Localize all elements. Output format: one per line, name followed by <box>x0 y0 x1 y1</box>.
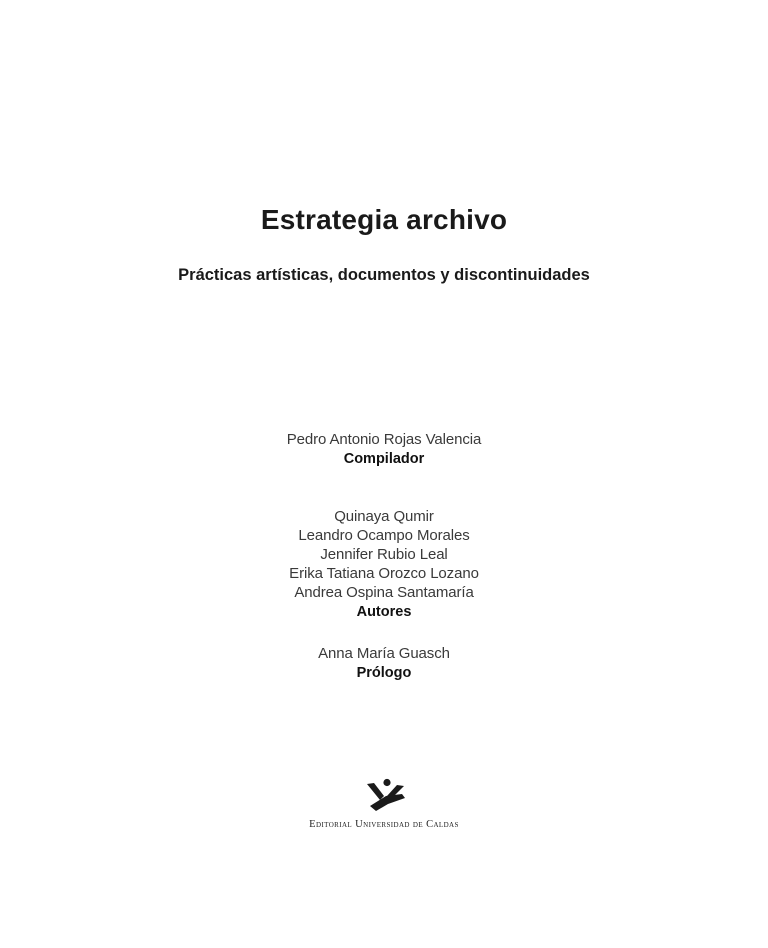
compiler-name: Pedro Antonio Rojas Valencia <box>286 431 482 448</box>
compiler-role: Compilador <box>343 451 425 467</box>
author-name: Erika Tatiana Orozco Lozano <box>289 565 479 582</box>
prologue-role: Prólogo <box>356 665 412 681</box>
author-name: Jennifer Rubio Leal <box>320 546 448 563</box>
book-title: Estrategia archivo <box>260 204 508 235</box>
publisher-name: Editorial Universidad de Caldas <box>309 819 459 830</box>
authors-section <box>0 507 768 622</box>
publisher-logo-icon <box>364 778 408 814</box>
prologue-author-name: Anna María Guasch <box>318 645 450 662</box>
compiler-section <box>0 430 768 469</box>
author-name: Quinaya Qumir <box>334 508 434 525</box>
author-name: Leandro Ocampo Morales <box>298 527 470 544</box>
authors-role: Autores <box>356 604 412 620</box>
book-subtitle: Prácticas artísticas, documentos y discontinuidades <box>178 266 590 284</box>
prologue-section <box>0 644 768 683</box>
author-name: Andrea Ospina Santamaría <box>294 584 474 601</box>
